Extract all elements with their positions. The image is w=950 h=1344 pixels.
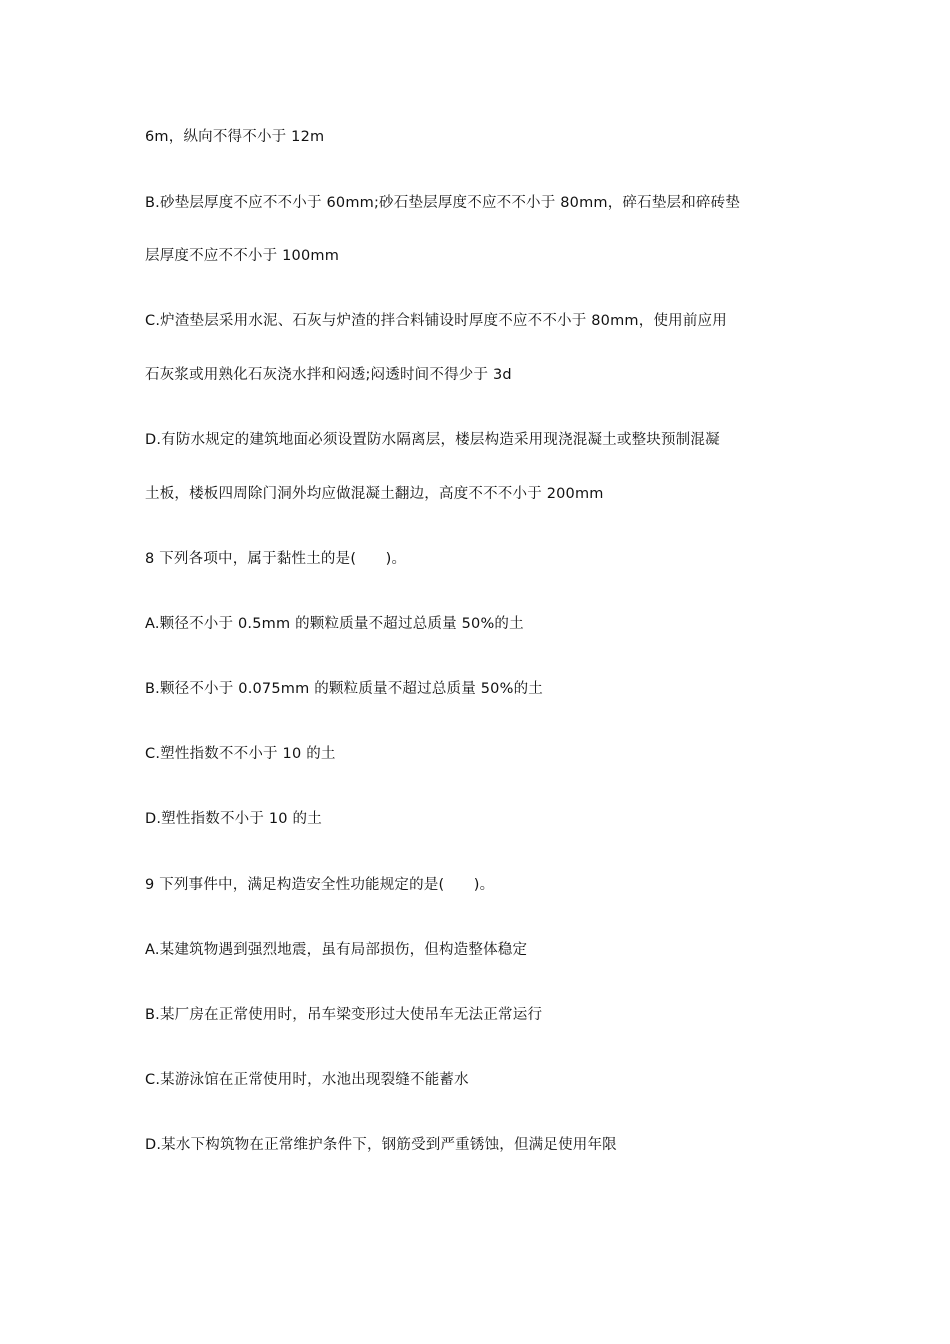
text-line-option-d: D.有防水规定的建筑地面必须设置防水隔离层，楼层构造采用现浇混凝土或整块预制混凝 [145, 432, 720, 448]
text-line-option-c-cont: 石灰浆或用熟化石灰浇水拌和闷透;闷透时间不得少于 3d [145, 367, 512, 383]
question-8: 8 下列各项中，属于黏性土的是( )。 [145, 551, 407, 567]
question-9-option-b: B.某厂房在正常使用时，吊车梁变形过大使吊车无法正常运行 [145, 1007, 543, 1023]
question-9-option-d: D.某水下构筑物在正常维护条件下，钢筋受到严重锈蚀，但满足使用年限 [145, 1137, 617, 1153]
question-8-option-c: C.塑性指数不不小于 10 的土 [145, 746, 336, 762]
text-line-option-b-cont: 层厚度不应不不小于 100mm [145, 248, 340, 264]
question-9-option-a: A.某建筑物遇到强烈地震，虽有局部损伤，但构造整体稳定 [145, 942, 528, 958]
text-line-continuation: 6m，纵向不得不小于 12m [145, 129, 325, 145]
question-8-option-a: A.颗径不小于 0.5mm 的颗粒质量不超过总质量 50%的土 [145, 616, 524, 632]
text-line-option-b: B.砂垫层厚度不应不不小于 60mm;砂石垫层厚度不应不不小于 80mm，碎石垫层和碎砖垫 [145, 195, 741, 211]
text-line-option-c: C.炉渣垫层采用水泥、石灰与炉渣的拌合料铺设时厚度不应不不小于 80mm，使用前应用 [145, 313, 727, 329]
question-8-option-b: B.颗径不小于 0.075mm 的颗粒质量不超过总质量 50%的土 [145, 681, 543, 697]
text-line-option-d-cont: 土板，楼板四周除门洞外均应做混凝土翻边，高度不不不小于 200mm [145, 486, 604, 502]
question-9-option-c: C.某游泳馆在正常使用时，水池出现裂缝不能蓄水 [145, 1072, 469, 1088]
question-8-option-d: D.塑性指数不小于 10 的土 [145, 811, 322, 827]
question-9: 9 下列事件中，满足构造安全性功能规定的是( )。 [145, 877, 495, 893]
